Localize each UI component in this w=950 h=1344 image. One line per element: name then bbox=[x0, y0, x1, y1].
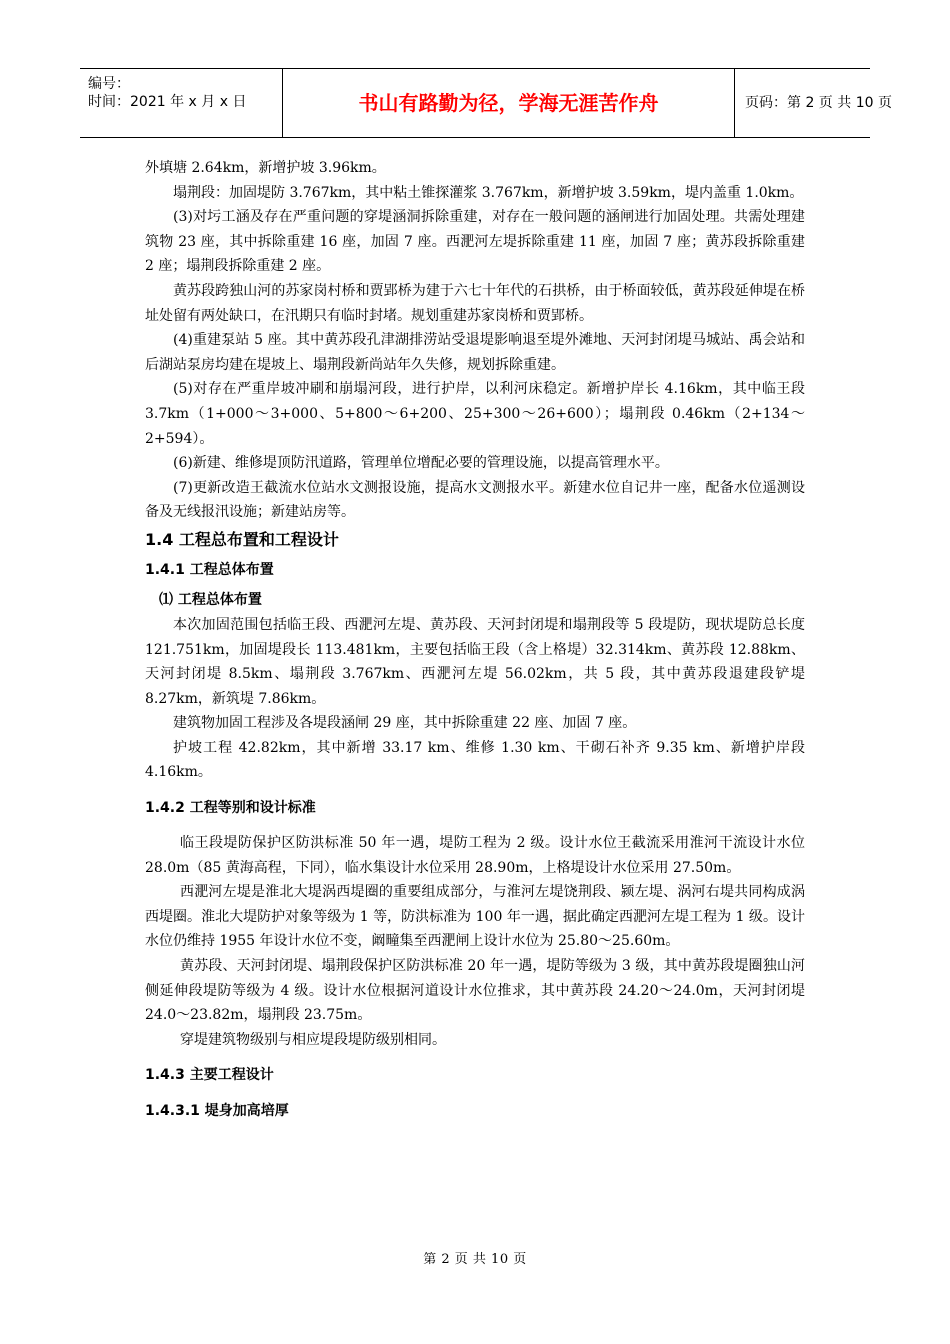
paragraph: (3)对圬工涵及存在严重问题的穿堤涵洞拆除重建，对存在一般问题的涵闸进行加固处理。共需处理建筑物 23 座，其中拆除重建 16 座，加固 7 座。西淝河左堤拆除重建 11 座，加固 7 座；黄苏段拆除重建 2 座；塌荆段拆除重建 2 座。 bbox=[145, 209, 805, 275]
paragraph: 穿堤建筑物级别与相应堤段堤防级别相同。 bbox=[180, 1031, 446, 1048]
paragraph: (6)新建、维修堤顶防汛道路，管理单位增配必要的管理设施，以提高管理水平。 bbox=[173, 455, 669, 472]
section-heading-1-4-3: 1.4.3 主要工程设计 bbox=[145, 1067, 274, 1084]
paragraph: 建筑物加固工程涉及各堤段涵闸 29 座，其中拆除重建 22 座、加固 7 座。 bbox=[173, 715, 637, 732]
page-header bbox=[80, 68, 892, 138]
document-time-label: 时间：2021 年 x 月 x 日 bbox=[88, 94, 247, 110]
paragraph: (5)对存在严重岸坡冲刷和崩塌河段，进行护岸，以利河床稳定。新增护岸长 4.16km，其中临王段 3.7km（1+000～3+000、5+800～6+200、25+300～26+600）；塌荆段 0.46km（2+134～2+594）。 bbox=[145, 381, 805, 447]
list-item-heading: ⑴ 工程总体布置 bbox=[159, 591, 262, 608]
paragraph: 塌荆段：加固堤防 3.767km，其中粘土锥探灌浆 3.767km，新增护坡 3.59km，堤内盖重 1.0km。 bbox=[173, 184, 804, 201]
page-footer: 第 2 页 共 10 页 bbox=[423, 1252, 527, 1267]
header-info-cell bbox=[80, 69, 283, 137]
paragraph: (4)重建泵站 5 座。其中黄苏段孔津湖排涝站受退堤影响退至堤外滩地、天河封闭堤马城站、禹会站和后湖站泵房均建在堤坡上、塌荆段新尚站年久失修，规划拆除重建。 bbox=[145, 332, 805, 373]
document-number-label: 编号： bbox=[88, 76, 130, 92]
paragraph: 黄苏段、天河封闭堤、塌荆段保护区防洪标准 20 年一遇，堤防等级为 3 级，其中黄苏段堤圈独山河侧延伸段堤防等级为 4 级。设计水位根据河道设计水位推求，其中黄苏段 24.20～24.0m，天河封闭堤 24.0～23.82m，塌荆段 23.75m。 bbox=[145, 958, 805, 1024]
section-heading-1-4-3-1: 1.4.3.1 堤身加高培厚 bbox=[145, 1103, 289, 1120]
header-motto: 书山有路勤为径，学海无涯苦作舟 bbox=[283, 69, 735, 137]
paragraph: 本次加固范围包括临王段、西淝河左堤、黄苏段、天河封闭堤和塌荆段等 5 段堤防，现状堤防总长度 121.751km，加固堤段长 113.481km，主要包括临王段（含上格堤）32.314km、黄苏段 12.88km、天河封闭堤 8.5km、塌荆段 3.767km、西淝河左堤 56.02km，共 5 段，其中黄苏段退建段铲堤 8.27km，新筑堤 7.86km。 bbox=[145, 616, 805, 707]
document-body bbox=[145, 156, 805, 1128]
paragraph: 临王段堤防保护区防洪标准 50 年一遇，堤防工程为 2 级。设计水位王截流采用淮河干流设计水位 28.0m（85 黄海高程，下同），临水集设计水位采用 28.90m，上格堤设计水位采用 27.50m。 bbox=[145, 835, 805, 876]
paragraph: 黄苏段跨独山河的苏家岗村桥和贾郢桥为建于六七十年代的石拱桥，由于桥面较低，黄苏段延伸堤在桥址处留有两处缺口，在汛期只有临时封堵。规划重建苏家岗桥和贾郢桥。 bbox=[145, 282, 805, 324]
section-heading-1-4-1: 1.4.1 工程总体布置 bbox=[145, 561, 274, 578]
paragraph: (7)更新改造王截流水位站水文测报设施，提高水文测报水平。新建水位自记井一座，配备水位遥测设备及无线报汛设施；新建站房等。 bbox=[145, 479, 805, 521]
header-page-number: 页码：第 2 页 共 10 页 bbox=[745, 95, 892, 111]
paragraph: 护坡工程 42.82km，其中新增 33.17 km、维修 1.30 km、干砌石补齐 9.35 km、新增护岸段 4.16km。 bbox=[145, 739, 805, 781]
section-heading-1-4-2: 1.4.2 工程等别和设计标准 bbox=[145, 800, 316, 817]
paragraph: 西淝河左堤是淮北大堤涡西堤圈的重要组成部分，与淮河左堤饶荆段、颍左堤、涡河右堤共同构成涡西堤圈。淮北大堤防护对象等级为 1 等，防洪标准为 100 年一遇，据此确定西淝河左堤工程为 1 级。设计水位仍维持 1955 年设计水位不变，阚疃集至西淝闸上设计水位为 25.80～25.60m。 bbox=[145, 884, 805, 950]
section-heading-1-4: 1.4 工程总布置和工程设计 bbox=[145, 529, 339, 549]
paragraph: 外填塘 2.64km，新增护坡 3.96km。 bbox=[145, 160, 386, 176]
